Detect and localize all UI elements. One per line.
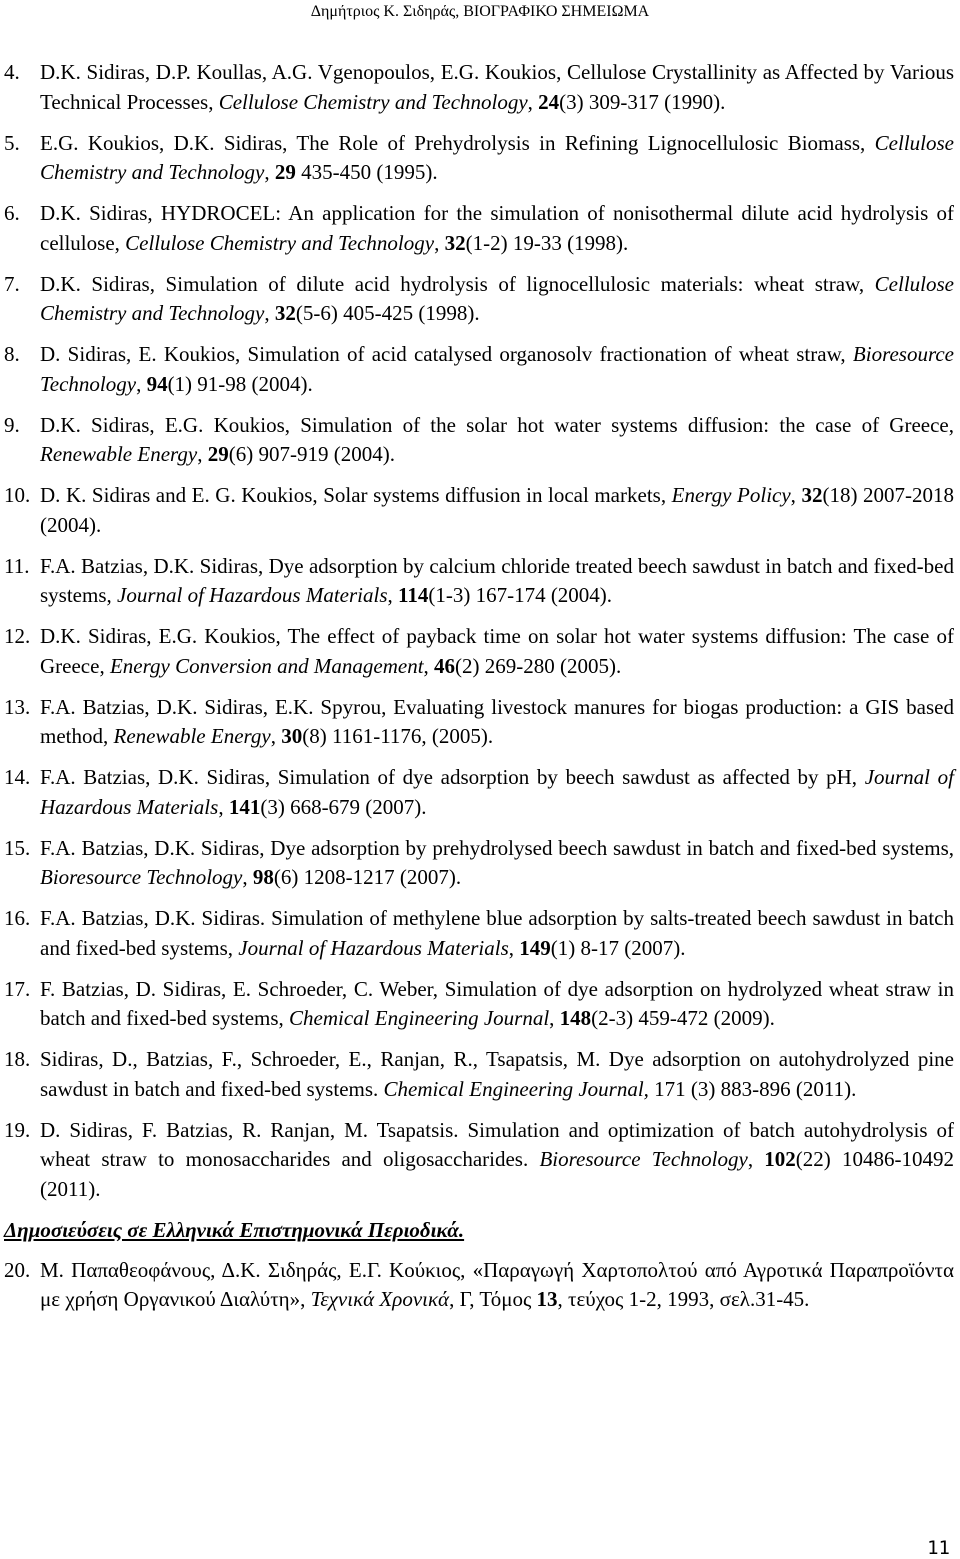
- reference-segment: D.K. Sidiras, Simulation of dilute acid hydrolysis of lignocellulosic materials: wheat straw,: [40, 271, 875, 296]
- english-publications: [0, 58, 960, 1204]
- reference-text: [40, 131, 954, 185]
- reference-number: 12.: [4, 624, 31, 648]
- reference-text: [40, 977, 954, 1031]
- reference-segment: (6) 907-919 (2004).: [228, 442, 395, 466]
- reference-segment: (1) 91-98 (2004).: [167, 371, 313, 396]
- reference-segment: (1-3) 167-174 (2004).: [428, 583, 613, 607]
- reference-segment: D.K. Sidiras, HYDROCEL: An application for the simulation of nonisothermal dilute acid hydrolysis of cellulose,: [40, 201, 954, 255]
- reference-item: [0, 622, 960, 681]
- reference-number: 4.: [4, 60, 20, 84]
- reference-segment: (22) 10486-10492 (2011).: [40, 1147, 955, 1201]
- volume-number: 94: [146, 371, 168, 396]
- journal-title: Cellulose Chemistry and Technology: [40, 271, 954, 325]
- journal-title: Cellulose Chemistry and Technology: [40, 130, 954, 184]
- greek-publications: [0, 1256, 960, 1315]
- reference-segment: F.A. Batzias, D.K. Sidiras, Dye adsorption by prehydrolysed beech sawdust in batch and fixed-bed systems,: [40, 835, 954, 860]
- reference-segment: ,: [434, 230, 445, 255]
- journal-title: Journal of Hazardous Materials: [117, 583, 388, 607]
- journal-title: Journal of Hazardous Materials: [238, 935, 509, 960]
- reference-segment: Μ. Παπαθεοφάνους, Δ.Κ. Σιδηράς, Ε.Γ. Κούκιος, «Παραγωγή Χαρτοπολτού από Αγροτικά Παραπροϊόντα με χρήση Οργανικού Διαλύτη»,: [40, 1257, 954, 1311]
- volume-number: 102: [764, 1147, 796, 1171]
- reference-segment: 435-450 (1995).: [295, 160, 438, 184]
- reference-number: 9.: [4, 412, 20, 437]
- volume-number: 114: [398, 583, 429, 607]
- reference-segment: ,: [549, 1006, 560, 1030]
- reference-text: [40, 906, 954, 960]
- journal-title: Bioresource Technology: [40, 342, 954, 396]
- reference-segment: ,: [264, 160, 275, 184]
- reference-item: [0, 340, 960, 399]
- reference-text: [40, 765, 954, 819]
- journal-title: Renewable Energy: [113, 724, 271, 748]
- reference-item: [0, 270, 960, 329]
- page-header: [0, 0, 960, 22]
- reference-number: 13.: [4, 694, 31, 719]
- reference-number: 5.: [4, 130, 20, 155]
- reference-text: [40, 60, 954, 114]
- reference-segment: ,: [242, 865, 253, 889]
- reference-segment: , Γ, Τόμος: [449, 1287, 537, 1311]
- reference-segment: (6) 1208-1217 (2007).: [273, 865, 462, 889]
- journal-title: Journal of Hazardous Materials: [40, 765, 954, 819]
- reference-text: [40, 836, 954, 890]
- reference-text: [40, 624, 954, 678]
- reference-text: [40, 695, 954, 749]
- reference-segment: ,: [387, 583, 398, 607]
- reference-segment: D.K. Sidiras, E.G. Koukios, The effect of payback time on solar hot water systems diffusion: The case of Greece,: [40, 624, 954, 678]
- journal-title: Τεχνικά Χρονικά: [310, 1287, 450, 1311]
- reference-segment: (8) 1161-1176, (2005).: [302, 724, 494, 748]
- reference-segment: ,: [264, 301, 275, 325]
- reference-segment: ,: [136, 371, 147, 396]
- reference-number: 7.: [4, 271, 20, 296]
- header-title: Δημήτριος Κ. Σιδηράς, ΒΙΟΓΡΑΦΙΚΟ ΣΗΜΕΙΩΜΑ: [310, 3, 650, 20]
- reference-text: [40, 272, 954, 326]
- reference-item: [0, 1045, 960, 1104]
- reference-item: [0, 552, 960, 611]
- references-list: [0, 58, 960, 1326]
- reference-number: 11.: [4, 553, 30, 578]
- reference-segment: D. K. Sidiras and E. G. Koukios, Solar systems diffusion in local markets,: [40, 483, 672, 507]
- reference-segment: E.G. Koukios, D.K. Sidiras, The Role of Prehydrolysis in Refining Lignocellulosic Biomass,: [40, 130, 875, 155]
- volume-number: 32: [274, 301, 296, 325]
- reference-number: 10.: [4, 483, 31, 507]
- reference-item: [0, 481, 960, 540]
- reference-text: [40, 1047, 954, 1101]
- reference-segment: Sidiras, D., Batzias, F., Schroeder, E., Ranjan, R., Tsapatsis, M. Dye adsorption on autohydrolyzed pine sawdust in batch and fixed-bed systems.: [40, 1047, 954, 1101]
- reference-item: [0, 199, 960, 258]
- volume-number: 46: [434, 653, 456, 678]
- reference-segment: , τεύχος 1-2, 1993, σελ.31-45.: [557, 1287, 810, 1311]
- reference-segment: (5-6) 405-425 (1998).: [295, 301, 480, 325]
- reference-segment: F. Batzias, D. Sidiras, E. Schroeder, C. Weber, Simulation of dye adsorption on hydrolyzed wheat straw in batch and fixed-bed systems,: [40, 976, 954, 1030]
- reference-number: 17.: [4, 976, 31, 1001]
- reference-segment: (2) 269-280 (2005).: [455, 653, 622, 678]
- reference-segment: ,: [790, 483, 802, 507]
- reference-number: 8.: [4, 342, 20, 366]
- reference-segment: (3) 668-679 (2007).: [260, 794, 427, 819]
- reference-item: [0, 763, 960, 822]
- reference-segment: ,: [270, 724, 282, 748]
- journal-title: Chemical Engineering Journal,: [383, 1076, 649, 1101]
- reference-segment: D.K. Sidiras, E.G. Koukios, Simulation of the solar hot water systems diffusion: the case of Greece,: [40, 412, 954, 437]
- volume-number: 149: [519, 935, 551, 960]
- reference-text: [40, 413, 954, 467]
- journal-title: Bioresource Technology: [539, 1147, 748, 1171]
- journal-title: Energy Conversion and Management: [109, 653, 424, 678]
- volume-number: 29: [274, 160, 296, 184]
- page-number: 11: [927, 1537, 950, 1559]
- journal-title: Cellulose Chemistry and Technology: [218, 89, 528, 114]
- reference-item: [0, 129, 960, 188]
- volume-number: 24: [538, 89, 560, 114]
- reference-item: [0, 58, 960, 117]
- reference-item: [0, 904, 960, 963]
- reference-item: [0, 411, 960, 470]
- reference-text: [40, 1118, 954, 1201]
- reference-number: 15.: [4, 835, 31, 860]
- reference-segment: (3) 309-317 (1990).: [559, 89, 726, 114]
- reference-segment: F.A. Batzias, D.K. Sidiras, Simulation of dye adsorption by beech sawdust as affected by pH,: [40, 765, 865, 789]
- reference-number: 19.: [4, 1117, 31, 1142]
- reference-item: [0, 834, 960, 893]
- reference-text: [40, 201, 954, 255]
- reference-item: [0, 1116, 960, 1205]
- reference-segment: F.A. Batzias, D.K. Sidiras, Dye adsorption by calcium chloride treated beech sawdust in batch and fixed-bed systems,: [40, 553, 954, 607]
- reference-text: [40, 483, 954, 537]
- reference-segment: (1) 8-17 (2007).: [550, 935, 686, 960]
- volume-number: 32: [444, 230, 466, 255]
- reference-number: 18.: [4, 1047, 31, 1071]
- reference-segment: ,: [527, 89, 539, 114]
- volume-number: 29: [207, 442, 229, 466]
- journal-title: Energy Policy: [671, 483, 791, 507]
- reference-segment: ,: [218, 794, 229, 819]
- volume-number: 98: [252, 865, 274, 889]
- journal-title: Chemical Engineering Journal: [289, 1006, 550, 1030]
- reference-number: 20.: [4, 1257, 31, 1282]
- reference-number: 6.: [4, 201, 20, 225]
- reference-item: [0, 693, 960, 752]
- reference-segment: D. Sidiras, F. Batzias, R. Ranjan, M. Tsapatsis. Simulation and optimization of batch autohydrolysis of wheat straw to monosaccharides and oligosaccharides.: [40, 1117, 954, 1171]
- volume-number: 32: [801, 483, 823, 507]
- volume-number: 30: [281, 724, 303, 748]
- journal-title: Cellulose Chemistry and Technology: [125, 230, 435, 255]
- reference-segment: (1-2) 19-33 (1998).: [465, 230, 629, 255]
- reference-segment: (18) 2007-2018 (2004).: [40, 483, 954, 537]
- reference-text: [40, 342, 954, 396]
- reference-segment: ,: [197, 442, 208, 466]
- reference-segment: (2-3) 459-472 (2009).: [591, 1006, 775, 1030]
- reference-number: 16.: [4, 906, 31, 930]
- reference-segment: 171 (3) 883-896 (2011).: [648, 1076, 857, 1101]
- journal-title: Renewable Energy: [40, 442, 198, 466]
- reference-segment: ,: [423, 653, 435, 678]
- reference-item: [0, 1256, 960, 1315]
- reference-item: [0, 975, 960, 1034]
- reference-segment: ,: [747, 1147, 765, 1171]
- section-heading-greek-publications: Δημοσιεύσεις σε Ελληνικά Επιστημονικά Περιοδικά.: [4, 1217, 465, 1242]
- reference-segment: D. Sidiras, E. Koukios, Simulation of acid catalysed organosolv fractionation of wheat straw,: [40, 342, 853, 366]
- reference-number: 14.: [4, 765, 31, 789]
- reference-text: [40, 1258, 954, 1312]
- reference-segment: D.K. Sidiras, D.P. Koullas, A.G. Vgenopoulos, E.G. Koukios, Cellulose Crystallinity as Affected by Various Technical Processes,: [40, 60, 954, 114]
- reference-segment: F.A. Batzias, D.K. Sidiras, E.K. Spyrou, Evaluating livestock manures for biogas production: a GIS based method,: [40, 694, 954, 748]
- journal-title: Bioresource Technology: [40, 865, 243, 889]
- reference-text: [40, 554, 954, 608]
- reference-segment: ,: [508, 935, 520, 960]
- reference-segment: F.A. Batzias, D.K. Sidiras. Simulation of methylene blue adsorption by salts-treated beech sawdust in batch and fixed-bed systems,: [40, 906, 954, 960]
- volume-number: 148: [559, 1006, 592, 1030]
- volume-number: 141: [228, 794, 261, 819]
- volume-number: 13: [536, 1287, 558, 1311]
